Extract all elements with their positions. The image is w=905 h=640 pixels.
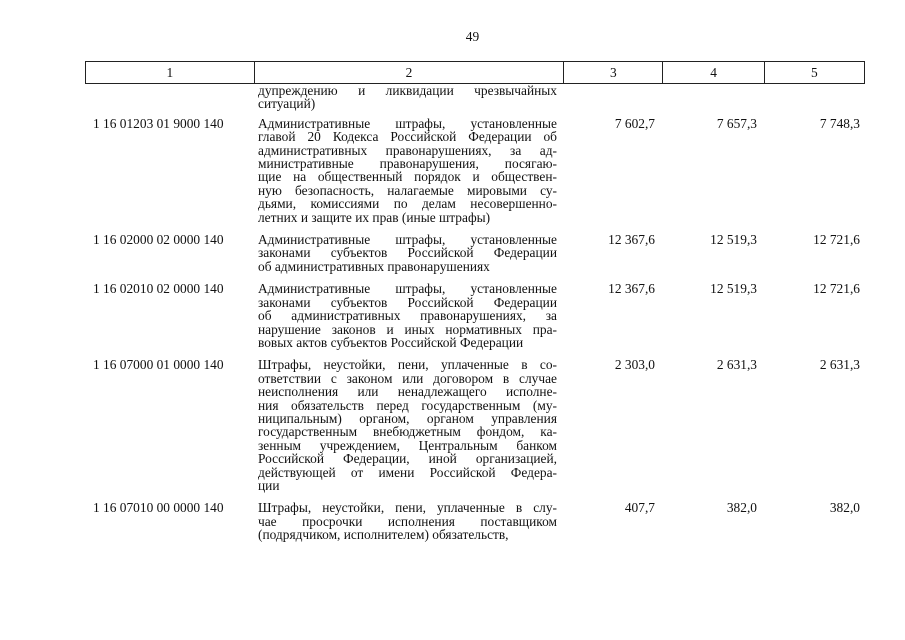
row-value-5: 2 631,3 [819, 357, 860, 373]
row-value-4: 12 519,3 [710, 232, 757, 248]
header-col-4: 4 [663, 62, 764, 84]
header-col-2: 2 [254, 62, 564, 84]
table-row [85, 233, 865, 273]
row-value-5 [764, 84, 865, 111]
row-code: 1 16 07010 00 0000 140 [93, 500, 224, 516]
row-name-line: главой 20 Кодекса Российской Федерации об [258, 129, 557, 145]
table-row [85, 84, 865, 111]
row-name-line: ную безопасность, налагаемые мировыми су- [258, 182, 557, 198]
row-name-line: дьями, комиссиями по делам несовершенно- [258, 196, 557, 212]
row-name [254, 84, 557, 111]
row-value-3: 12 367,6 [608, 232, 655, 248]
row-value-5: 12 721,6 [813, 232, 860, 248]
row-value-4: 7 657,3 [716, 115, 757, 131]
row-name-line: (подрядчиком, исполнителем) обязательств, [258, 527, 509, 543]
row-code: 1 16 02010 02 0000 140 [93, 281, 224, 297]
row-name-line: неисполнения или ненадлежащего исполне- [258, 384, 557, 400]
row-value-3 [557, 84, 663, 111]
row-value-4: 2 631,3 [716, 357, 757, 373]
header-col-1: 1 [86, 62, 255, 84]
row-code [85, 84, 254, 111]
table-header [85, 61, 865, 84]
row-name-line: летних и защите их прав (иные штрафы) [258, 209, 491, 225]
header-col-3: 3 [564, 62, 663, 84]
row-name [254, 358, 557, 492]
row-value-3: 2 303,0 [614, 357, 655, 373]
table-body [85, 84, 865, 551]
row-name-line: министративные правонарушения, посягаю- [258, 156, 557, 172]
row-name-line: Административные штрафы, установленные [258, 281, 557, 297]
table-row [85, 117, 865, 224]
row-name-line: чае просрочки исполнения поставщиком [258, 513, 557, 529]
table-row [85, 282, 865, 349]
row-name [254, 501, 557, 541]
row-name-line: ответствии с законом или договором в случае [258, 370, 557, 386]
row-value-3: 407,7 [624, 500, 655, 516]
row-value-4: 382,0 [726, 500, 757, 516]
row-code: 1 16 02000 02 0000 140 [93, 232, 224, 248]
row-name-line: административных правонарушениях, за ад- [258, 142, 557, 158]
row-value-4: 12 519,3 [710, 281, 757, 297]
row-name-line: Штрафы, неустойки, пени, уплаченные в слу- [258, 500, 557, 516]
row-value-3: 12 367,6 [608, 281, 655, 297]
row-name-line: действующей от имени Российской Федера- [258, 464, 557, 480]
row-code: 1 16 07000 01 0000 140 [93, 357, 224, 373]
row-value-4 [663, 84, 764, 111]
row-name-line: нарушение законов и иных нормативных пра- [258, 321, 557, 337]
row-name-line: государственным внебюджетным фондом, ка- [258, 424, 557, 440]
row-name [254, 233, 557, 273]
row-name-line: зенным учреждением, Центральным банком [258, 437, 557, 453]
page-number: 49 [465, 29, 480, 44]
row-name-line: Административные штрафы, установленные [258, 232, 557, 248]
row-code: 1 16 01203 01 9000 140 [93, 115, 224, 131]
table-row [85, 501, 865, 541]
row-name-line: ции [258, 477, 280, 493]
row-name-line: вовых актов субъектов Российской Федерации [258, 334, 524, 350]
row-name [254, 282, 557, 349]
header-col-5: 5 [764, 62, 864, 84]
row-name-line: Российской Федерации, иной организацией, [258, 451, 557, 467]
row-name-line: законами субъектов Российской Федерации [258, 245, 557, 261]
row-value-5: 7 748,3 [819, 115, 860, 131]
row-name-line: ниципальным) органом, органом управления [258, 410, 557, 426]
row-name-line: об административных правонарушениях [258, 258, 490, 274]
table-row [85, 358, 865, 492]
row-value-5: 382,0 [829, 500, 860, 516]
row-value-3: 7 602,7 [614, 115, 655, 131]
row-name-line: Административные штрафы, установленные [258, 115, 557, 131]
row-name-line: щие на общественный порядок и обществен- [258, 169, 557, 185]
row-name-line: дупреждению и ликвидации чрезвычайных [258, 83, 557, 98]
row-name-line: ситуаций) [258, 96, 316, 112]
row-name [254, 117, 557, 224]
row-value-5: 12 721,6 [813, 281, 860, 297]
row-name-line: законами субъектов Российской Федерации [258, 294, 557, 310]
row-name-line: Штрафы, неустойки, пени, уплаченные в со- [258, 357, 557, 373]
row-name-line: ния обязательств перед государственным (му- [258, 397, 557, 413]
row-name-line: об административных правонарушениях, за [258, 308, 557, 324]
